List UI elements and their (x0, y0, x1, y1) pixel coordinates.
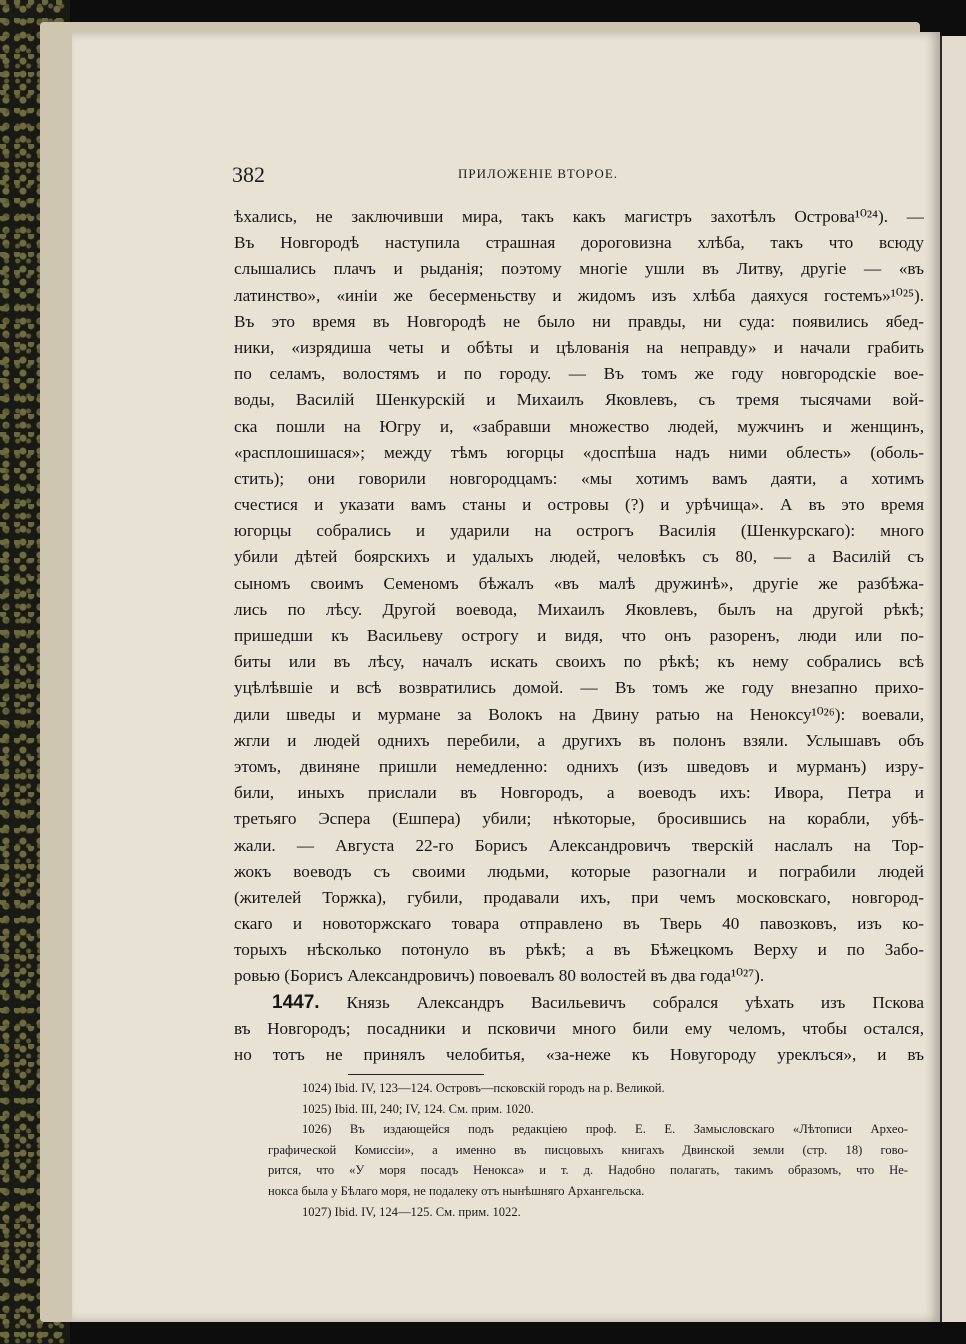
text-line: сыномъ своимъ Семеномъ бѣжалъ «въ малѣ дружинѣ», другіе же разбѣжа- (234, 573, 924, 593)
footnotes (268, 1078, 908, 1222)
running-title: ПРИЛОЖЕНІЕ ВТОРОЕ. (458, 166, 619, 181)
text-line: слышались плачъ и рыданія; поэтому многіе ушли въ Литву, другіе — «въ (234, 259, 924, 279)
text-line: ники, «изрядиша четы и обѣты и цѣлованія на неправду» и начали грабить (234, 337, 924, 357)
text-line: (жителей Торжка), губили, продавали ихъ, при чемъ московскаго, новгород- (234, 887, 924, 907)
footnote-1026: 1026) Въ издающейся подъ редакціею проф. Е. Е. Замысловскаго «Лѣтописи Архео- (302, 1122, 908, 1137)
text-line: торыхъ нѣсколько потонуло въ рѣкѣ; а въ Бѣжецкомъ Верху и по Забо- (234, 940, 924, 960)
footnote-1027: 1027) Ibid. IV, 124—125. См. прим. 1022. (302, 1204, 521, 1219)
text-line: биты или въ лѣсу, началъ искать своихъ по рѣкѣ; къ нему собрались всѣ (234, 652, 924, 672)
text-line: по селамъ, волостямъ и по городу. — Въ томъ же году новгородскіе вое- (234, 364, 924, 384)
text-line: жокъ воеводъ съ своими людьми, которые разогнали и пограбили людей (234, 861, 924, 881)
text-line: жали. — Августа 22-го Борисъ Александровичъ тверскій наслалъ на Тор- (234, 835, 924, 855)
text-line: ровью (Борисъ Александровичъ) повоевалъ 80 волостей въ два года¹⁰²⁷). (234, 966, 765, 986)
footnote-1024: 1024) Ibid. IV, 123—124. Островъ—псковскій городъ на р. Великой. (302, 1081, 665, 1095)
text-line: латинство», «иніи же бесерменьству и жидомъ изъ хлѣба даяхуся гостемъ»¹⁰²⁵). (234, 285, 924, 305)
text-line: стить); они говорили новгородцамъ: «мы хотимъ вамъ даяти, а хотимъ (234, 468, 924, 488)
text-line: дили шведы и мурмане за Волокъ на Двину ратью на Неноксу¹⁰²⁶): воевали, (234, 704, 924, 724)
book-page (72, 32, 940, 1322)
text-line: били, иныхъ прислали въ Новгородъ, а воеводъ ихъ: Ивора, Петра и (234, 783, 924, 803)
text-line: скаго и новоторжскаго товара отправлено въ Тверь 40 павозковъ, изъ ко- (234, 914, 924, 934)
text-line: Въ это время въ Новгородѣ не было ни правды, ни суда: появились ябед- (234, 311, 924, 331)
text-line: счестися и указати вамъ станы и островы (?) и урѣчища». А въ это время (234, 495, 924, 515)
text-line: убили дѣтей боярскихъ и удалыхъ людей, человѣкъ съ 80, — а Василій съ (234, 547, 924, 567)
footnote-1026-cont: графической Комиссіи», а именно въ писцовыхъ книгахъ Двинской земли (стр. 18) гово- (268, 1142, 908, 1157)
text-line: уцѣлѣвшіе и всѣ возвратились домой. — Въ томъ же году внезапно прихо- (234, 678, 924, 698)
text-line: жгли и людей однихъ перебили, а другихъ въ полонъ взяли. Услышавъ объ (234, 730, 924, 750)
paragraph-1447-start (234, 990, 924, 1016)
text-line: этомъ, двиняне пришли немедленно: однихъ (изъ шведовъ и мурманъ) изру- (234, 756, 924, 776)
page-header (72, 162, 940, 192)
text-line: «расплошишася»; между тѣмъ югорцы «доспѣша надъ ними облесть» (оболь- (234, 442, 924, 462)
text-line: Князь Александръ Васильевичъ собрался уѣхать изъ Пскова (319, 992, 924, 1012)
text-line: третьяго Эспера (Ешпера) убили; нѣкоторые, бросившись на корабли, убѣ- (234, 809, 924, 829)
text-line: воды, Василій Шенкурскій и Михаилъ Яковлевъ, съ тремя тысячами вой- (234, 390, 924, 410)
text-line: ѣхались, не заключивши мира, такъ какъ магистръ захотѣлъ Острова¹⁰²⁴). — (234, 207, 924, 226)
footnote-1026-cont: нокса была у Бѣлаго моря, не подалеку отъ нынѣшняго Архангельска. (268, 1183, 645, 1198)
year-heading: 1447. (272, 991, 320, 1013)
footnote-rule (348, 1074, 484, 1075)
text-line: но тотъ не принялъ челобитья, «за-неже къ Новугороду уреклъся», и въ (234, 1045, 924, 1064)
body-text (234, 204, 924, 1068)
page-number: 382 (232, 162, 265, 187)
text-line: въ Новгородъ; посадники и псковичи много били ему челомъ, чтобы остался, (234, 1018, 924, 1038)
text-line: лись по лѣсу. Другой воевода, Михаилъ Яковлевъ, былъ на другой рѣкѣ; (234, 599, 924, 619)
text-line: ска пошли на Югру и, «забравши множество людей, мужчинъ и женщинъ, (234, 416, 924, 436)
text-line: Въ Новгородѣ наступила страшная дороговизна хлѣба, такъ что всюду (234, 233, 924, 253)
text-line: пришедши къ Васильеву острогу и видя, что онъ разоренъ, люди или по- (234, 626, 924, 645)
text-line: югорцы собрались и ударили на острогъ Василія (Шенкурскаго): много (234, 521, 924, 541)
next-page-edge (940, 36, 966, 1322)
footnote-1026-cont: рится, что «У моря посадъ Ненокса» и т. д. Надобно полагать, такимъ образомъ, что Не- (268, 1163, 908, 1178)
footnote-1025: 1025) Ibid. III, 240; IV, 124. См. прим. 1020. (302, 1101, 534, 1116)
